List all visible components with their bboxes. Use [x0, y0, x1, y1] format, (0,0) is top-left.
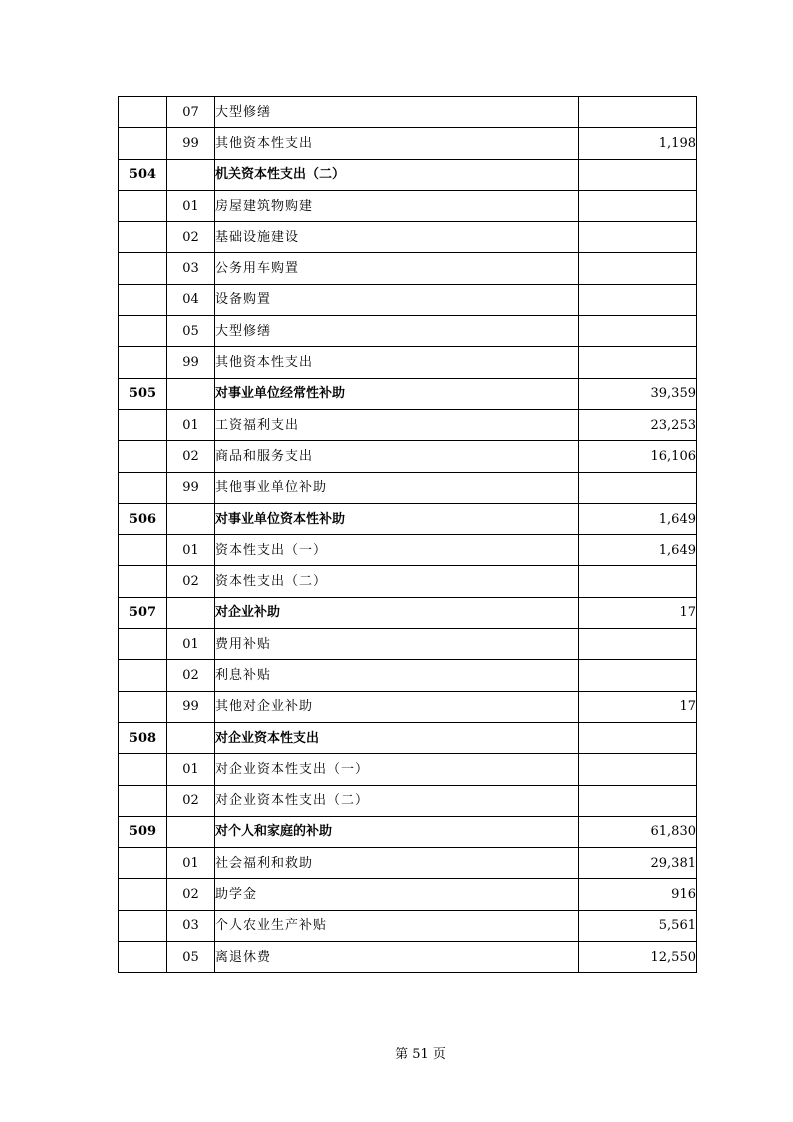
table-row — [119, 629, 697, 660]
item-code-cell: 02 — [167, 879, 215, 910]
subject-name-cell: 公务用车购置 — [215, 253, 579, 284]
class-code-cell — [119, 190, 167, 221]
amount-cell — [579, 190, 697, 221]
subject-name-cell: 个人农业生产补贴 — [215, 910, 579, 941]
subject-name-cell: 对事业单位经常性补助 — [215, 378, 579, 409]
table-row — [119, 722, 697, 753]
table-row — [119, 409, 697, 440]
amount-cell — [579, 284, 697, 315]
amount-cell: 23,253 — [579, 409, 697, 440]
item-code-cell: 01 — [167, 190, 215, 221]
item-code-cell — [167, 722, 215, 753]
item-code-cell — [167, 159, 215, 190]
amount-cell — [579, 97, 697, 128]
class-code-cell — [119, 691, 167, 722]
table-row — [119, 222, 697, 253]
subject-name-cell: 其他资本性支出 — [215, 128, 579, 159]
amount-cell — [579, 754, 697, 785]
item-code-cell — [167, 816, 215, 847]
page-prefix: 第 — [395, 1047, 409, 1062]
subject-name-cell: 大型修缮 — [215, 316, 579, 347]
table-row — [119, 785, 697, 816]
subject-name-cell: 对个人和家庭的补助 — [215, 816, 579, 847]
subject-name-cell: 商品和服务支出 — [215, 441, 579, 472]
amount-cell: 39,359 — [579, 378, 697, 409]
amount-cell: 61,830 — [579, 816, 697, 847]
item-code-cell: 04 — [167, 284, 215, 315]
table-row — [119, 441, 697, 472]
subject-name-cell: 利息补贴 — [215, 660, 579, 691]
amount-cell — [579, 347, 697, 378]
item-code-cell: 01 — [167, 409, 215, 440]
class-code-cell — [119, 316, 167, 347]
amount-cell: 1,198 — [579, 128, 697, 159]
subject-name-cell: 机关资本性支出（二） — [215, 159, 579, 190]
class-code-cell — [119, 409, 167, 440]
class-code-cell: 507 — [119, 597, 167, 628]
table-row — [119, 942, 697, 973]
subject-name-cell: 对企业补助 — [215, 597, 579, 628]
class-code-cell: 509 — [119, 816, 167, 847]
class-code-cell — [119, 754, 167, 785]
amount-cell: 29,381 — [579, 848, 697, 879]
table-row — [119, 472, 697, 503]
class-code-cell — [119, 441, 167, 472]
subject-name-cell: 对企业资本性支出（二） — [215, 785, 579, 816]
amount-cell — [579, 660, 697, 691]
class-code-cell — [119, 222, 167, 253]
item-code-cell: 01 — [167, 848, 215, 879]
class-code-cell — [119, 253, 167, 284]
subject-name-cell: 房屋建筑物购建 — [215, 190, 579, 221]
class-code-cell — [119, 942, 167, 973]
subject-name-cell: 对企业资本性支出（一） — [215, 754, 579, 785]
item-code-cell: 01 — [167, 754, 215, 785]
class-code-cell — [119, 97, 167, 128]
table-row — [119, 816, 697, 847]
amount-cell — [579, 222, 697, 253]
table-row — [119, 97, 697, 128]
class-code-cell — [119, 910, 167, 941]
class-code-cell — [119, 785, 167, 816]
class-code-cell — [119, 535, 167, 566]
subject-name-cell: 其他资本性支出 — [215, 347, 579, 378]
subject-name-cell: 社会福利和救助 — [215, 848, 579, 879]
budget-table — [118, 96, 697, 973]
subject-name-cell: 其他事业单位补助 — [215, 472, 579, 503]
amount-cell: 16,106 — [579, 441, 697, 472]
subject-name-cell: 设备购置 — [215, 284, 579, 315]
class-code-cell — [119, 472, 167, 503]
amount-cell: 12,550 — [579, 942, 697, 973]
item-code-cell: 99 — [167, 128, 215, 159]
subject-name-cell: 资本性支出（一） — [215, 535, 579, 566]
table-row — [119, 316, 697, 347]
class-code-cell: 506 — [119, 503, 167, 534]
amount-cell — [579, 629, 697, 660]
amount-cell — [579, 472, 697, 503]
amount-cell: 17 — [579, 691, 697, 722]
table-row — [119, 378, 697, 409]
class-code-cell: 505 — [119, 378, 167, 409]
class-code-cell — [119, 848, 167, 879]
item-code-cell: 05 — [167, 942, 215, 973]
class-code-cell: 508 — [119, 722, 167, 753]
class-code-cell — [119, 879, 167, 910]
item-code-cell: 01 — [167, 629, 215, 660]
table-row — [119, 128, 697, 159]
item-code-cell: 02 — [167, 441, 215, 472]
class-code-cell — [119, 566, 167, 597]
subject-name-cell: 助学金 — [215, 879, 579, 910]
item-code-cell: 01 — [167, 535, 215, 566]
item-code-cell: 03 — [167, 910, 215, 941]
amount-cell: 1,649 — [579, 503, 697, 534]
subject-name-cell: 其他对企业补助 — [215, 691, 579, 722]
item-code-cell: 07 — [167, 97, 215, 128]
table-body — [119, 97, 697, 973]
amount-cell — [579, 159, 697, 190]
amount-cell — [579, 316, 697, 347]
class-code-cell — [119, 347, 167, 378]
amount-cell: 916 — [579, 879, 697, 910]
item-code-cell — [167, 378, 215, 409]
table-row — [119, 347, 697, 378]
amount-cell: 1,649 — [579, 535, 697, 566]
item-code-cell: 02 — [167, 222, 215, 253]
item-code-cell: 02 — [167, 660, 215, 691]
subject-name-cell: 费用补贴 — [215, 629, 579, 660]
table-row — [119, 660, 697, 691]
table-row — [119, 848, 697, 879]
page-footer — [0, 1043, 793, 1062]
item-code-cell: 03 — [167, 253, 215, 284]
item-code-cell — [167, 597, 215, 628]
table-row — [119, 253, 697, 284]
amount-cell: 5,561 — [579, 910, 697, 941]
table-row — [119, 159, 697, 190]
amount-cell — [579, 253, 697, 284]
page-number: 51 — [412, 1047, 429, 1062]
item-code-cell: 99 — [167, 472, 215, 503]
subject-name-cell: 大型修缮 — [215, 97, 579, 128]
subject-name-cell: 对企业资本性支出 — [215, 722, 579, 753]
item-code-cell: 05 — [167, 316, 215, 347]
subject-name-cell: 资本性支出（二） — [215, 566, 579, 597]
item-code-cell — [167, 503, 215, 534]
class-code-cell — [119, 660, 167, 691]
amount-cell — [579, 785, 697, 816]
table-row — [119, 566, 697, 597]
item-code-cell: 02 — [167, 785, 215, 816]
class-code-cell — [119, 284, 167, 315]
amount-cell — [579, 566, 697, 597]
item-code-cell: 99 — [167, 691, 215, 722]
class-code-cell — [119, 629, 167, 660]
table-row — [119, 879, 697, 910]
subject-name-cell: 工资福利支出 — [215, 409, 579, 440]
page-suffix: 页 — [432, 1047, 446, 1062]
amount-cell — [579, 722, 697, 753]
table-row — [119, 503, 697, 534]
item-code-cell: 02 — [167, 566, 215, 597]
subject-name-cell: 对事业单位资本性补助 — [215, 503, 579, 534]
table-row — [119, 190, 697, 221]
table-row — [119, 284, 697, 315]
table-row — [119, 754, 697, 785]
class-code-cell: 504 — [119, 159, 167, 190]
subject-name-cell: 离退休费 — [215, 942, 579, 973]
class-code-cell — [119, 128, 167, 159]
table-row — [119, 597, 697, 628]
table-row — [119, 691, 697, 722]
table-row — [119, 535, 697, 566]
table-row — [119, 910, 697, 941]
item-code-cell: 99 — [167, 347, 215, 378]
subject-name-cell: 基础设施建设 — [215, 222, 579, 253]
amount-cell: 17 — [579, 597, 697, 628]
